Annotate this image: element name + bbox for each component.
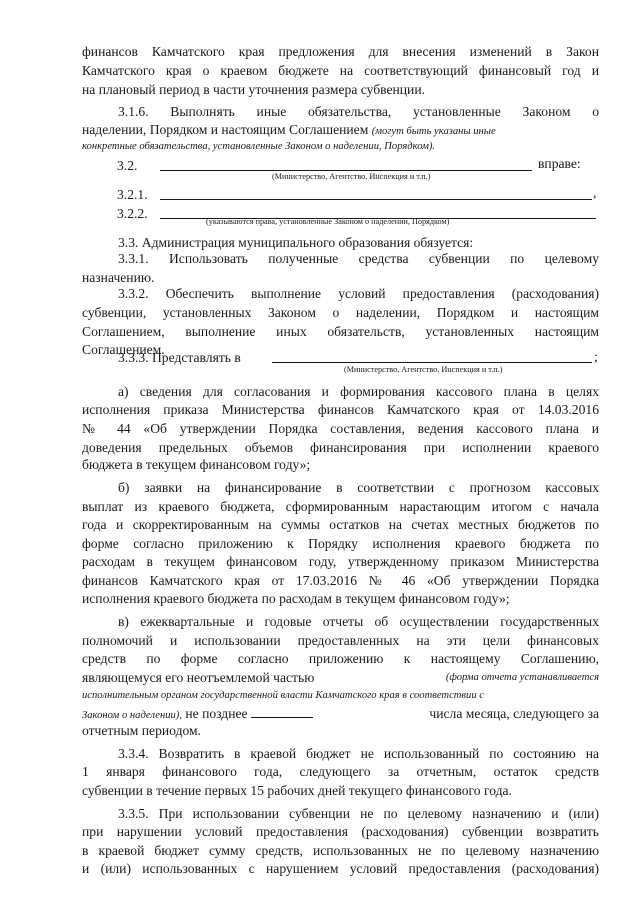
- text-line: выплат из краевого бюджета, сформированным нарастающим итогом с начала: [82, 499, 599, 514]
- text-line: расходам в текущем финансовом году, утвержденному приказом Министерства: [82, 554, 599, 569]
- blank-line: [160, 170, 532, 171]
- field-hint: (Министерство, Агентство, Инспекция и т.п.): [272, 172, 431, 181]
- text-line: субвенции в течение первых 15 рабочих дней текущего финансового года.: [82, 783, 512, 798]
- clause-3-3: 3.3. Администрация муниципального образования обязуется:: [118, 235, 474, 250]
- item-b: б) заявки на финансирование в соответствии с прогнозом кассовых: [118, 480, 599, 495]
- clause-text: числа месяца, следующего за: [429, 706, 599, 721]
- clause-3-3-4: 3.3.4. Возвратить в краевой бюджет не использованный по состоянию на: [118, 746, 599, 761]
- clause-text: наделении, Порядком и настоящим Соглашением: [82, 122, 369, 137]
- text-line: доведения предельных объемов финансирования при исполнении краевого: [82, 440, 599, 455]
- text-line: Камчатского края о краевом бюджете на соответствующий финансовый год и: [82, 63, 599, 78]
- clause-note: конкретные обязательства, установленные Законом о наделении, Порядком).: [82, 141, 436, 152]
- clause-3-2-right: вправе:: [538, 156, 581, 171]
- clause-text: не позднее: [185, 706, 248, 721]
- text-line: субвенции, установленных Законом о наделении, Порядком и настоящим: [82, 305, 599, 320]
- text-line: исполнения приказа Министерства финансов Камчатского края от 14.03.2016: [82, 402, 599, 417]
- clause-3-2-number: 3.2.: [117, 158, 138, 173]
- clause-note: (форма отчета устанавливается: [445, 672, 599, 683]
- text-line: № 44 «Об утверждении Порядка составления, ведения кассового плана и: [82, 421, 599, 436]
- clause-3-3-1: 3.3.1. Использовать полученные средства субвенции по целевому: [118, 251, 599, 266]
- clause-note: (могут быть указаны иные: [371, 126, 496, 137]
- clause-3-3-3: 3.3.3. Представлять в: [118, 350, 241, 365]
- punctuation: ,: [593, 185, 597, 200]
- text-line: средств по форме согласно приложению к настоящему Соглашению,: [82, 651, 599, 666]
- text-line: бюджета в текущем финансовом году»;: [82, 457, 311, 472]
- text-line: полномочий и использовании предоставленных на эти цели финансовых: [82, 633, 599, 648]
- clause-text: являющемуся его неотъемлемой частью: [82, 670, 315, 685]
- clause-3-1-6: 3.1.6. Выполнять иные обязательства, установленные Законом о: [118, 104, 599, 119]
- clause-3-3-5: 3.3.5. При использовании субвенции не по целевому назначению и (или): [118, 806, 599, 821]
- text-line: Соглашением.: [82, 342, 165, 357]
- text-line: 1 января финансового года, следующего за отчетным, остаток средств: [82, 764, 599, 779]
- clause-3-2-2-number: 3.2.2.: [117, 206, 148, 221]
- text-line: [82, 669, 599, 686]
- text-line: исполнения краевого бюджета по расходам в текущем финансовом году»;: [82, 591, 510, 606]
- clause-note: исполнительным органом государственной власти Камчатского края в соответствии с: [82, 690, 484, 701]
- text-line: форме согласно приложению к Порядку исполнения краевого бюджета по: [82, 536, 599, 551]
- clause-3-3-2: 3.3.2. Обеспечить выполнение условий предоставления (расходования): [118, 286, 599, 301]
- blank-line: [160, 199, 592, 200]
- blank-line: [251, 705, 313, 718]
- text-line: отчетным периодом.: [82, 723, 202, 738]
- text-line: на плановый период в части уточнения размера субвенции.: [82, 82, 426, 97]
- text-line: финансов Камчатского края предложения для внесения изменений в Закон: [82, 44, 599, 59]
- text-line: года и скорректированным на суммы остатков на счетах местных бюджетов по: [82, 517, 599, 532]
- clause-note: Законом о наделении),: [82, 710, 182, 721]
- item-v: в) ежеквартальные и годовые отчеты об осуществлении государственных: [118, 614, 599, 629]
- blank-line: [272, 362, 592, 363]
- punctuation: ;: [594, 349, 598, 364]
- text-line: при нарушении условий предоставления (расходования) субвенции возвратить: [82, 824, 599, 839]
- text-line: назначению.: [82, 270, 155, 285]
- clause-3-2-1-number: 3.2.1.: [117, 187, 148, 202]
- text-line: финансов Камчатского края от 17.03.2016 № 46 «Об утверждении Порядка: [82, 573, 599, 588]
- field-hint: (Министерство, Агентство, Инспекция и т.п.): [344, 365, 503, 374]
- text-line: и (или) использованных с нарушением условий предоставления (расходования): [82, 861, 599, 876]
- item-a: а) сведения для согласования и формирования кассового плана в целях: [118, 384, 599, 399]
- text-line: в краевой бюджет сумму средств, использованных не по целевому назначению: [82, 843, 599, 858]
- field-hint: (указываются права, установленные Законом о наделении, Порядком): [206, 217, 450, 226]
- text-line: Соглашением, выполнение иных обязательств, установленных настоящим: [82, 324, 599, 339]
